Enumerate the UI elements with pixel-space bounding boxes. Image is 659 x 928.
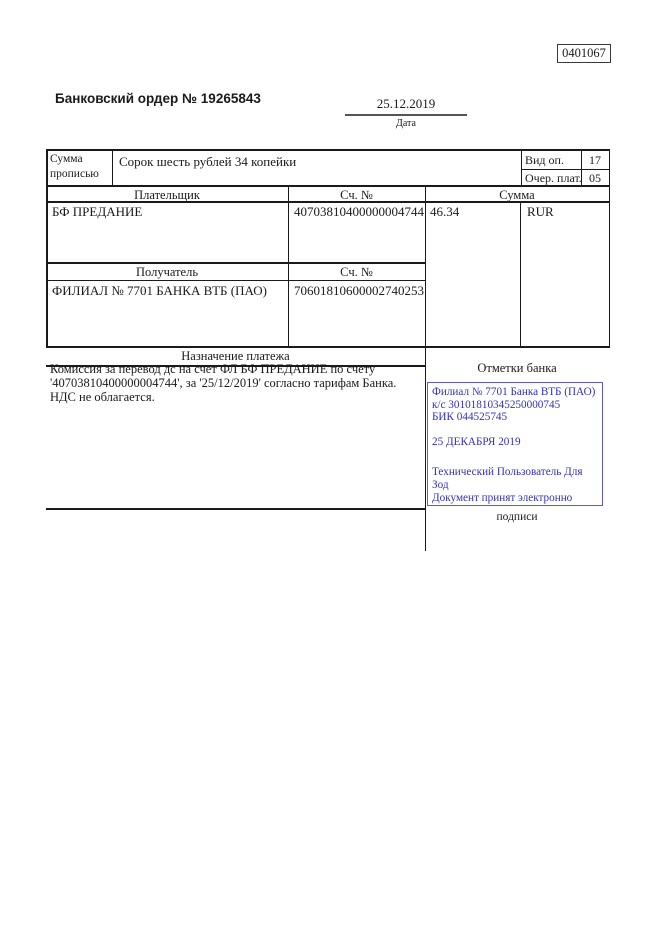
purpose-text [50,362,424,404]
date-value: 25.12.2019 [376,96,436,111]
op-type-value: 17 [589,153,601,167]
purpose-line-1: Комиссия за перевод дс на счет ФЛ БФ ПРЕДАНИЕ по счету [50,362,376,376]
purpose-line-3: НДС не облагается. [50,390,155,404]
table-border-top [46,149,610,151]
amount-in-words-label: Сумма прописью [50,153,99,180]
payer-name: БФ ПРЕДАНИЕ [52,204,143,219]
payer-column-header: Плательщик [134,188,200,202]
recipient-header-bottom-line [46,280,425,281]
recipient-account-header: Сч. № [340,265,373,279]
op-type-left-divider [521,149,522,187]
payment-priority-label: Очер. плат. [525,170,582,185]
recipient-column-header: Получатель [135,265,199,279]
stamp-spacer [432,424,598,436]
stamp-date: 25 ДЕКАБРЯ 2019 [432,435,521,448]
op-type-label: Вид оп. [525,153,564,167]
sum-words-divider [112,149,113,187]
amount-currency: RUR [527,204,554,219]
stamp-user-line-1: Технический Пользователь Для [432,466,583,479]
amount-column-header: Сумма [499,188,535,202]
date-underline [345,114,467,116]
recipient-account: 70601810600002740253 [294,283,424,298]
payment-priority-value: 05 [589,170,601,185]
purpose-line-2: '40703810400000004744', за '25/12/2019' согласно тарифам Банка. [50,376,397,390]
amount-in-words-value: Сорок шесть рублей 34 копейки [119,154,297,169]
stamp-user-line-2: Зод [432,478,449,491]
recipient-name: ФИЛИАЛ № 7701 БАНКА ВТБ (ПАО) [52,283,267,298]
stamp-bik: БИК 044525745 [432,411,508,424]
date-label: Дата [396,118,416,129]
signature-line [46,508,425,510]
amount-value: 46.34 [430,204,460,219]
payer-account-header: Сч. № [340,188,373,202]
stamp-bank-name: Филиал № 7701 Банка ВТБ (ПАО) [432,386,596,398]
payer-account: 40703810400000004744 [294,204,424,219]
form-code: 0401067 [562,46,606,60]
purpose-header: Назначение платежа [181,349,290,363]
bank-stamp [427,382,603,506]
stamp-status: Документ принят электронно [432,491,573,504]
purpose-section-top-line [46,346,610,348]
table-border-left [46,149,48,348]
document-title: Банковский ордер № 19265843 [55,91,261,106]
form-code-box [557,44,611,63]
stamp-corr-account: к/с 30101810345250000745 [432,398,561,411]
signatures-label: подписи [496,511,538,523]
recipient-header-top-line [46,262,425,264]
stamp-spacer [432,448,598,466]
bank-marks-header: Отметки банка [477,361,557,375]
currency-divider [520,201,521,348]
